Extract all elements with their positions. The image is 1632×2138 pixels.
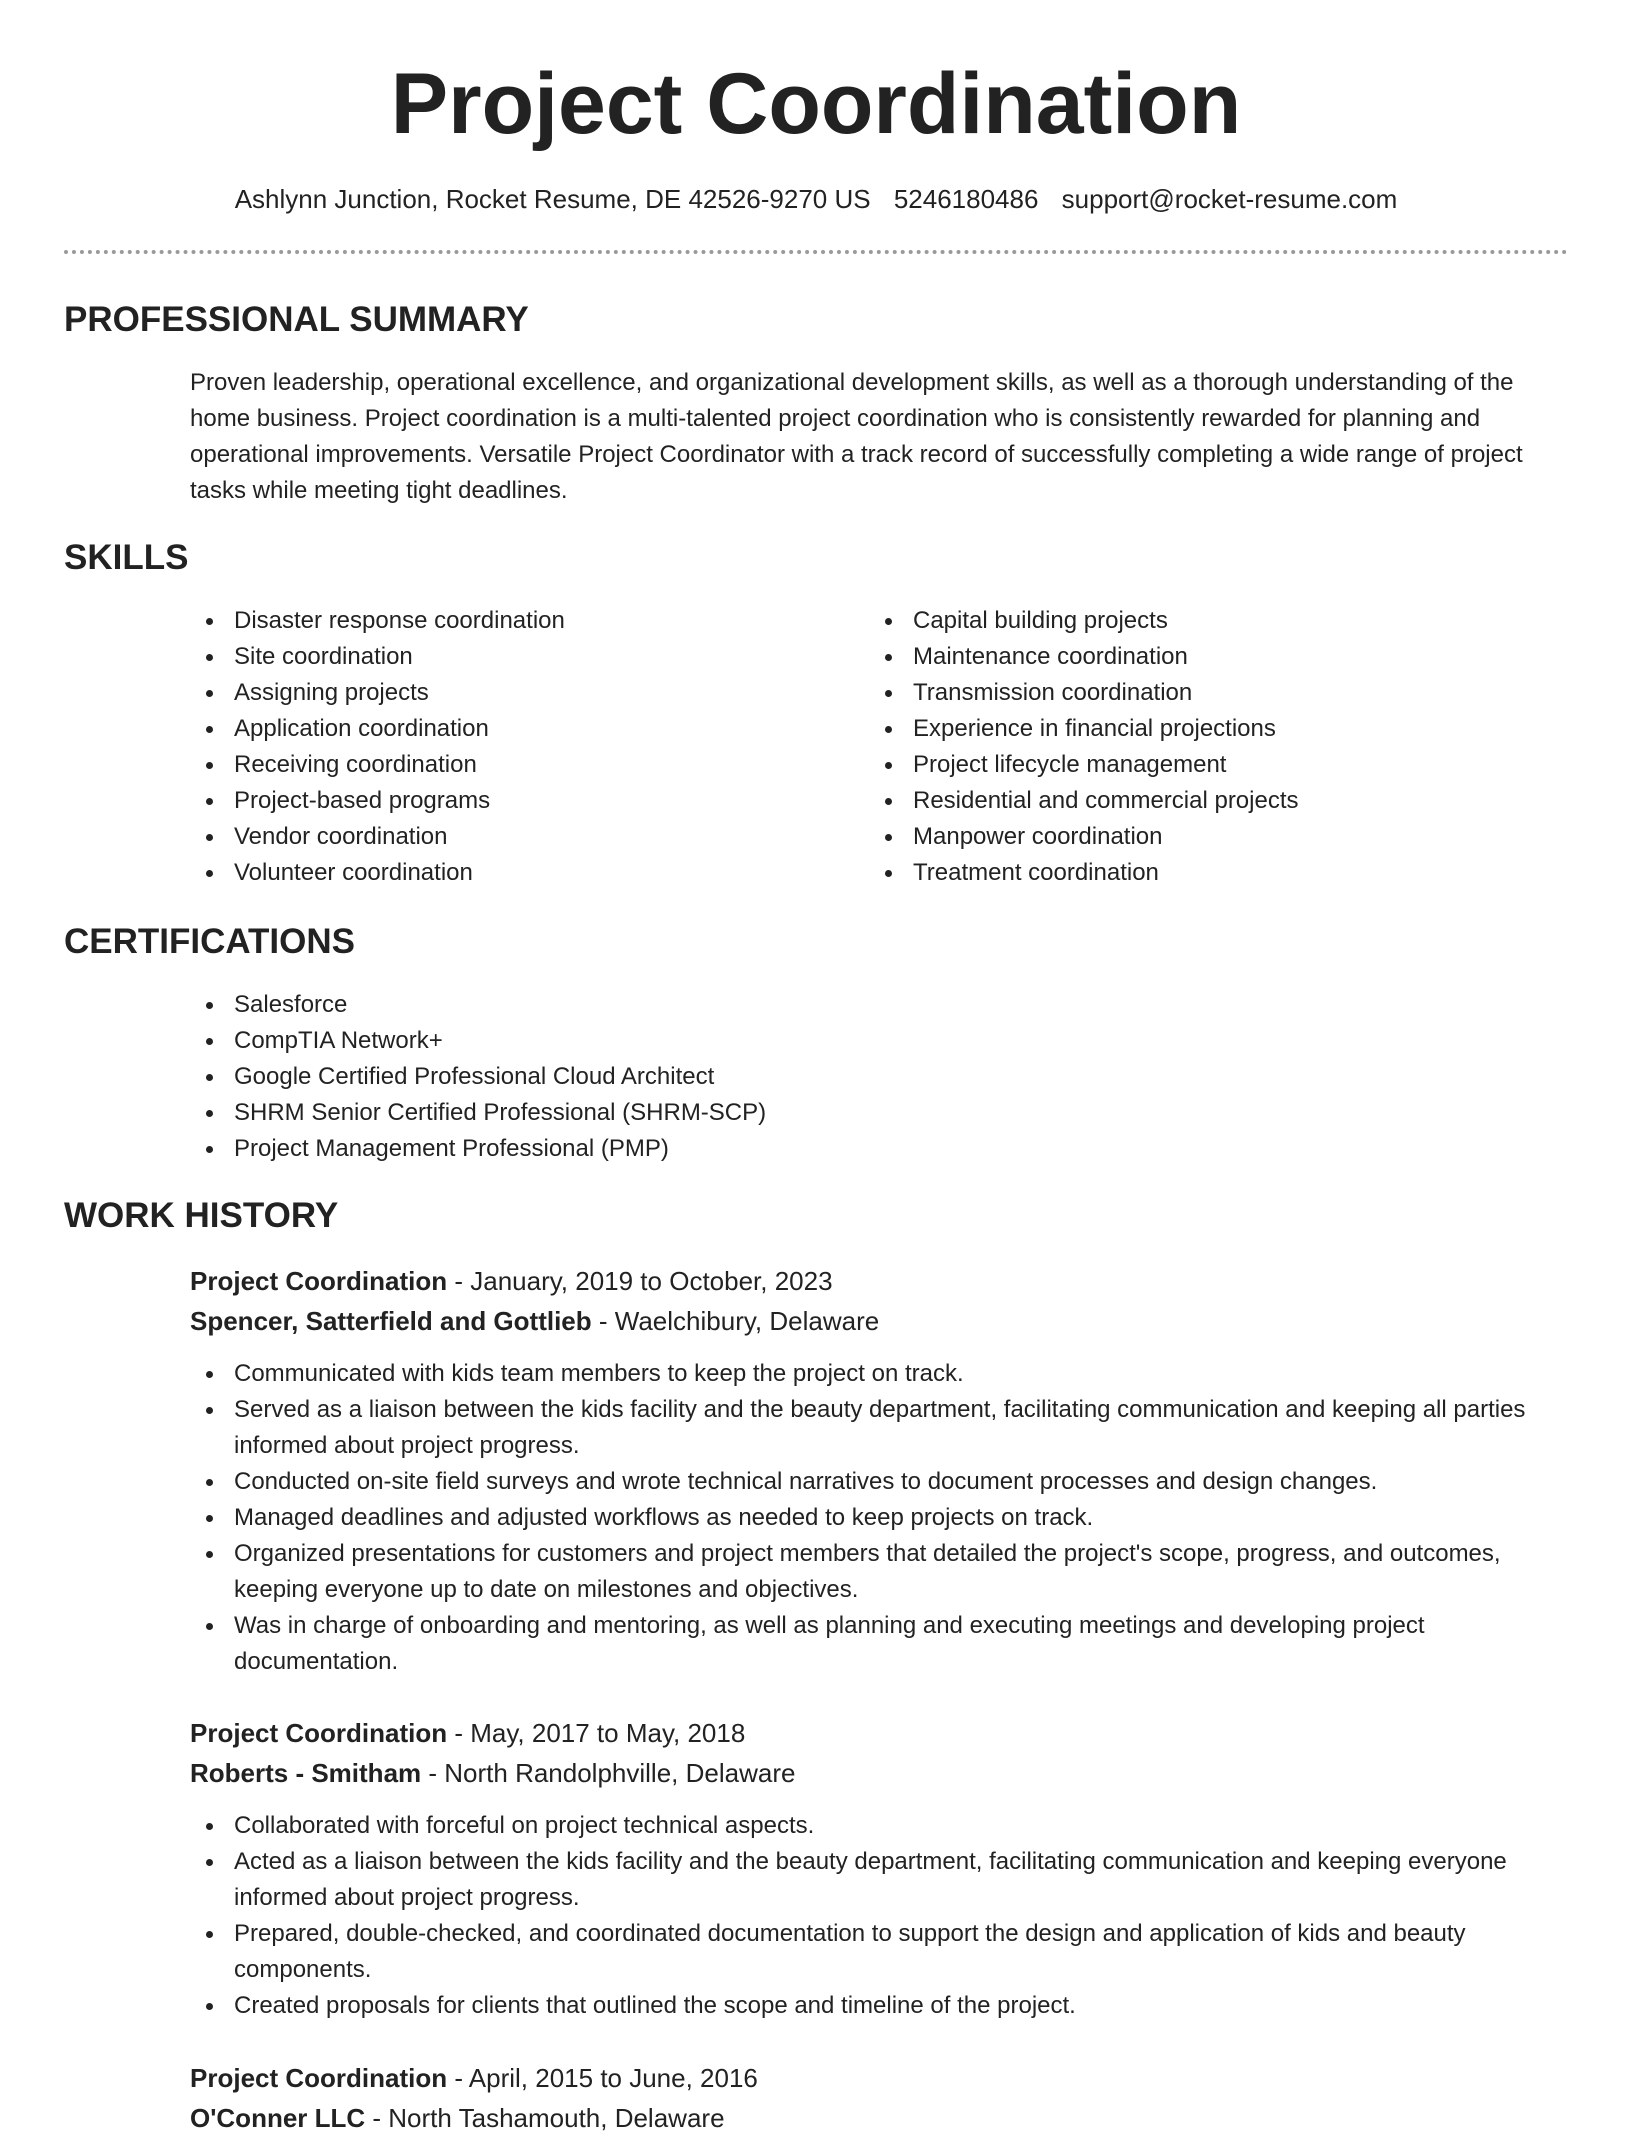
job-title: Project Coordination <box>190 1266 448 1296</box>
job-location: - North Tashamouth, Delaware <box>365 2103 725 2133</box>
skill-item: Receiving coordination <box>190 747 850 783</box>
skill-item: Treatment coordination <box>869 855 1549 891</box>
job-company: Spencer, Satterfield and Gottlieb <box>190 1306 592 1336</box>
job-company: Roberts - Smitham <box>190 1758 422 1788</box>
skill-item: Assigning projects <box>190 675 850 711</box>
certification-item: SHRM Senior Certified Professional (SHRM-SCP) <box>190 1095 1550 1131</box>
skill-item: Vendor coordination <box>190 819 850 855</box>
contact-phone: 5246180486 <box>893 184 1039 214</box>
certification-item: Google Certified Professional Cloud Architect <box>190 1059 1550 1095</box>
skill-item: Experience in financial projections <box>869 711 1549 747</box>
job-dates: - May, 2017 to May, 2018 <box>447 1718 746 1748</box>
certifications-list <box>190 987 1550 1167</box>
skill-item: Volunteer coordination <box>190 855 850 891</box>
skills-heading: SKILLS <box>64 538 189 577</box>
job-title-line <box>190 1713 1570 1753</box>
job-bullet: Conducted on-site field surveys and wrote technical narratives to document processes and design changes. <box>190 1464 1570 1500</box>
job-location: - Waelchibury, Delaware <box>591 1306 880 1336</box>
job-title-line <box>190 2058 1570 2098</box>
job-company-line <box>190 1753 1570 1793</box>
job-bullet: Was in charge of onboarding and mentoring, as well as planning and executing meetings and developing project documentation. <box>190 1608 1570 1680</box>
job-bullets <box>190 1356 1570 1680</box>
skill-item: Transmission coordination <box>869 675 1549 711</box>
job-company-line <box>190 2098 1570 2138</box>
certification-item: Project Management Professional (PMP) <box>190 1131 1550 1167</box>
skill-item: Application coordination <box>190 711 850 747</box>
job-bullet: Organized presentations for customers and project members that detailed the project's scope, progress, and outcomes, keeping everyone up to date on milestones and objectives. <box>190 1536 1570 1608</box>
job-company-line <box>190 1301 1570 1341</box>
job-title: Project Coordination <box>190 1718 448 1748</box>
job-bullets <box>190 1808 1570 2024</box>
job-bullet: Communicated with kids team members to keep the project on track. <box>190 1356 1570 1392</box>
job-location: - North Randolphville, Delaware <box>421 1758 796 1788</box>
skill-item: Capital building projects <box>869 603 1549 639</box>
skill-item: Manpower coordination <box>869 819 1549 855</box>
skills-list-left <box>190 603 850 891</box>
skill-item: Maintenance coordination <box>869 639 1549 675</box>
job-dates: - January, 2019 to October, 2023 <box>447 1266 833 1296</box>
work-history-heading: WORK HISTORY <box>64 1196 339 1235</box>
skills-list-right <box>869 603 1549 891</box>
job-bullet: Prepared, double-checked, and coordinated documentation to support the design and application of kids and beauty components. <box>190 1916 1570 1988</box>
contact-address: Ashlynn Junction, Rocket Resume, DE 42526-9270 US <box>234 184 871 214</box>
job-bullet: Served as a liaison between the kids facility and the beauty department, facilitating communication and keeping all parties informed about project progress. <box>190 1392 1570 1464</box>
resume-title: Project Coordination <box>390 56 1242 152</box>
certification-item: CompTIA Network+ <box>190 1023 1550 1059</box>
job-bullet: Acted as a liaison between the kids facility and the beauty department, facilitating communication and keeping everyone informed about project progress. <box>190 1844 1570 1916</box>
certification-item: Salesforce <box>190 987 1550 1023</box>
summary-text: Proven leadership, operational excellence, and organizational development skills, as well as a thorough understanding of the home business. Project coordination is a multi-talented project coordination who is consistently rewarded for planning and operational improvements. Versatile Project Coordinator with a track record of successfully completing a wide range of project tasks while meeting tight deadlines. <box>190 369 1523 504</box>
job-bullet: Managed deadlines and adjusted workflows as needed to keep projects on track. <box>190 1500 1570 1536</box>
skill-item: Project-based programs <box>190 783 850 819</box>
job-title: Project Coordination <box>190 2063 448 2093</box>
skill-item: Residential and commercial projects <box>869 783 1549 819</box>
skill-item: Project lifecycle management <box>869 747 1549 783</box>
skill-item: Disaster response coordination <box>190 603 850 639</box>
contact-line <box>0 182 1632 216</box>
certifications-heading: CERTIFICATIONS <box>64 922 356 961</box>
contact-email: support@rocket-resume.com <box>1061 184 1398 214</box>
job-bullet: Collaborated with forceful on project technical aspects. <box>190 1808 1570 1844</box>
job-title-line <box>190 1261 1570 1301</box>
summary-heading: PROFESSIONAL SUMMARY <box>64 300 529 339</box>
skill-item: Site coordination <box>190 639 850 675</box>
header-divider <box>64 250 1568 254</box>
job-company: O'Conner LLC <box>190 2103 366 2133</box>
job-bullet: Created proposals for clients that outlined the scope and timeline of the project. <box>190 1988 1570 2024</box>
job-dates: - April, 2015 to June, 2016 <box>447 2063 758 2093</box>
